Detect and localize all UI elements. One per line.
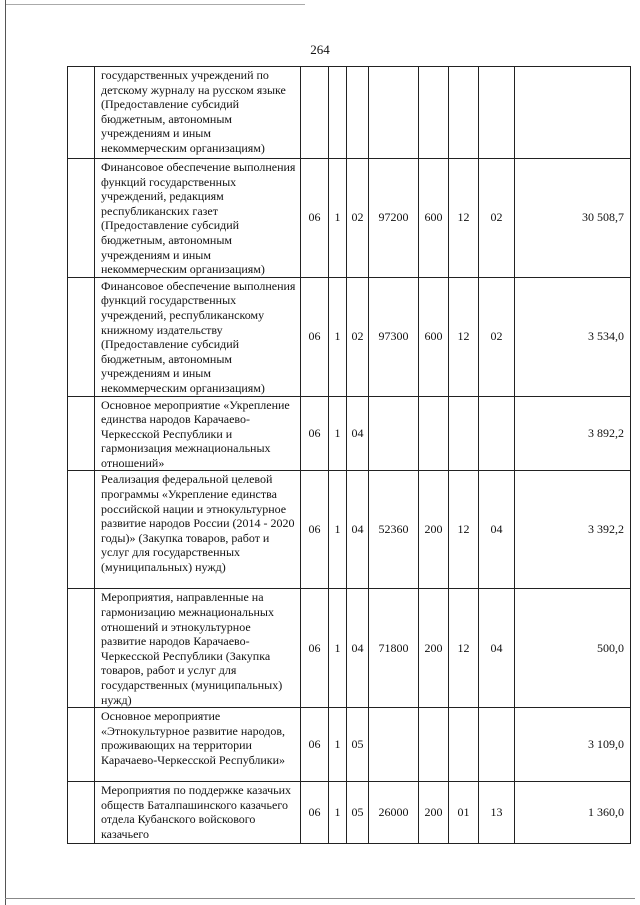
code-cell-5: 600	[419, 277, 449, 396]
code-cell-1	[301, 67, 329, 159]
code-cell-7: 02	[479, 277, 515, 396]
code-cell-1: 06	[301, 396, 329, 471]
code-cell-3	[347, 67, 369, 159]
table-row	[68, 782, 631, 844]
code-cell-4	[369, 708, 419, 782]
code-cell-1: 06	[301, 589, 329, 708]
code-cell-6	[449, 396, 479, 471]
row-name-cell: государственных учреждений по детскому журналу на русском языке (Предоставление субсидий бюджетным, автономным учреждениям и иным некоммерческим организациям)	[95, 67, 301, 159]
code-cell-1: 06	[301, 782, 329, 844]
row-name-cell: Мероприятия по поддержке казачьих обществ Баталпашинского казачьего отдела Кубанского войскового казачьего	[95, 782, 301, 844]
row-name-cell: Мероприятия, направленные на гармонизацию межнациональных отношений и этнокультурное развитие народов Карачаево-Черкесской Республики (Закупка товаров, работ и услуг для государственных (муниципальных) нужд)	[95, 589, 301, 708]
code-cell-5	[419, 67, 449, 159]
code-cell-3: 05	[347, 782, 369, 844]
code-cell-4	[369, 67, 419, 159]
code-cell-3: 04	[347, 589, 369, 708]
row-margin-cell	[68, 277, 95, 396]
scan-edge-top	[5, 4, 305, 5]
table-row	[68, 396, 631, 471]
code-cell-6	[449, 708, 479, 782]
amount-cell	[515, 67, 631, 159]
row-name-cell: Основное мероприятие «Укрепление единства народов Карачаево-Черкесской Республики и гармонизация межнациональных отношений»	[95, 396, 301, 471]
row-margin-cell	[68, 782, 95, 844]
code-cell-7	[479, 708, 515, 782]
code-cell-5: 600	[419, 159, 449, 278]
amount-cell: 3 534,0	[515, 277, 631, 396]
code-cell-1: 06	[301, 708, 329, 782]
code-cell-3: 02	[347, 277, 369, 396]
code-cell-4: 52360	[369, 471, 419, 589]
amount-cell: 3 892,2	[515, 396, 631, 471]
code-cell-4: 97200	[369, 159, 419, 278]
code-cell-2: 1	[329, 708, 347, 782]
scan-edge-bottom	[5, 898, 635, 899]
code-cell-3: 05	[347, 708, 369, 782]
amount-cell: 500,0	[515, 589, 631, 708]
table-row	[68, 708, 631, 782]
table-row	[68, 277, 631, 396]
code-cell-4: 26000	[369, 782, 419, 844]
code-cell-2: 1	[329, 782, 347, 844]
row-margin-cell	[68, 396, 95, 471]
code-cell-2	[329, 67, 347, 159]
table-row	[68, 159, 631, 278]
code-cell-3: 04	[347, 471, 369, 589]
code-cell-1: 06	[301, 159, 329, 278]
code-cell-6: 12	[449, 159, 479, 278]
code-cell-7: 04	[479, 471, 515, 589]
code-cell-2: 1	[329, 589, 347, 708]
code-cell-1: 06	[301, 471, 329, 589]
code-cell-5: 200	[419, 471, 449, 589]
row-name-cell: Финансовое обеспечение выполнения функций государственных учреждений, республиканскому книжному издательству (Предоставление субсидий бюджетным, автономным учреждениям и иным некоммерческим организациям)	[95, 277, 301, 396]
table-row	[68, 471, 631, 589]
amount-cell: 3 109,0	[515, 708, 631, 782]
amount-cell: 30 508,7	[515, 159, 631, 278]
code-cell-5: 200	[419, 782, 449, 844]
row-name-cell: Финансовое обеспечение выполнения функций государственных учреждений, редакциям республиканских газет (Предоставление субсидий бюджетным, автономным учреждениям и иным некоммерческим организациям)	[95, 159, 301, 278]
code-cell-5	[419, 396, 449, 471]
code-cell-6: 12	[449, 471, 479, 589]
row-margin-cell	[68, 708, 95, 782]
code-cell-3: 02	[347, 159, 369, 278]
code-cell-2: 1	[329, 471, 347, 589]
code-cell-2: 1	[329, 159, 347, 278]
row-margin-cell	[68, 589, 95, 708]
code-cell-7: 02	[479, 159, 515, 278]
code-cell-3: 04	[347, 396, 369, 471]
amount-cell: 1 360,0	[515, 782, 631, 844]
row-name-cell: Основное мероприятие «Этнокультурное развитие народов, проживающих на территории Карачаево-Черкесской Республики»	[95, 708, 301, 782]
code-cell-4	[369, 396, 419, 471]
table-row	[68, 67, 631, 159]
code-cell-5	[419, 708, 449, 782]
code-cell-4: 71800	[369, 589, 419, 708]
code-cell-7	[479, 396, 515, 471]
scan-edge-left	[5, 0, 6, 905]
code-cell-7: 04	[479, 589, 515, 708]
code-cell-2: 1	[329, 396, 347, 471]
code-cell-7: 13	[479, 782, 515, 844]
row-margin-cell	[68, 471, 95, 589]
code-cell-6	[449, 67, 479, 159]
budget-table	[67, 66, 631, 844]
code-cell-7	[479, 67, 515, 159]
table-row	[68, 589, 631, 708]
code-cell-6: 12	[449, 277, 479, 396]
page-number: 264	[310, 42, 330, 57]
code-cell-5: 200	[419, 589, 449, 708]
amount-cell: 3 392,2	[515, 471, 631, 589]
code-cell-6: 12	[449, 589, 479, 708]
row-margin-cell	[68, 159, 95, 278]
code-cell-6: 01	[449, 782, 479, 844]
code-cell-4: 97300	[369, 277, 419, 396]
row-name-cell: Реализация федеральной целевой программы «Укрепление единства российской нации и этнокультурное развитие народов России (2014 - 2020 годы)» (Закупка товаров, работ и услуг для государственных (муниципальных) нужд)	[95, 471, 301, 589]
code-cell-2: 1	[329, 277, 347, 396]
code-cell-1: 06	[301, 277, 329, 396]
row-margin-cell	[68, 67, 95, 159]
